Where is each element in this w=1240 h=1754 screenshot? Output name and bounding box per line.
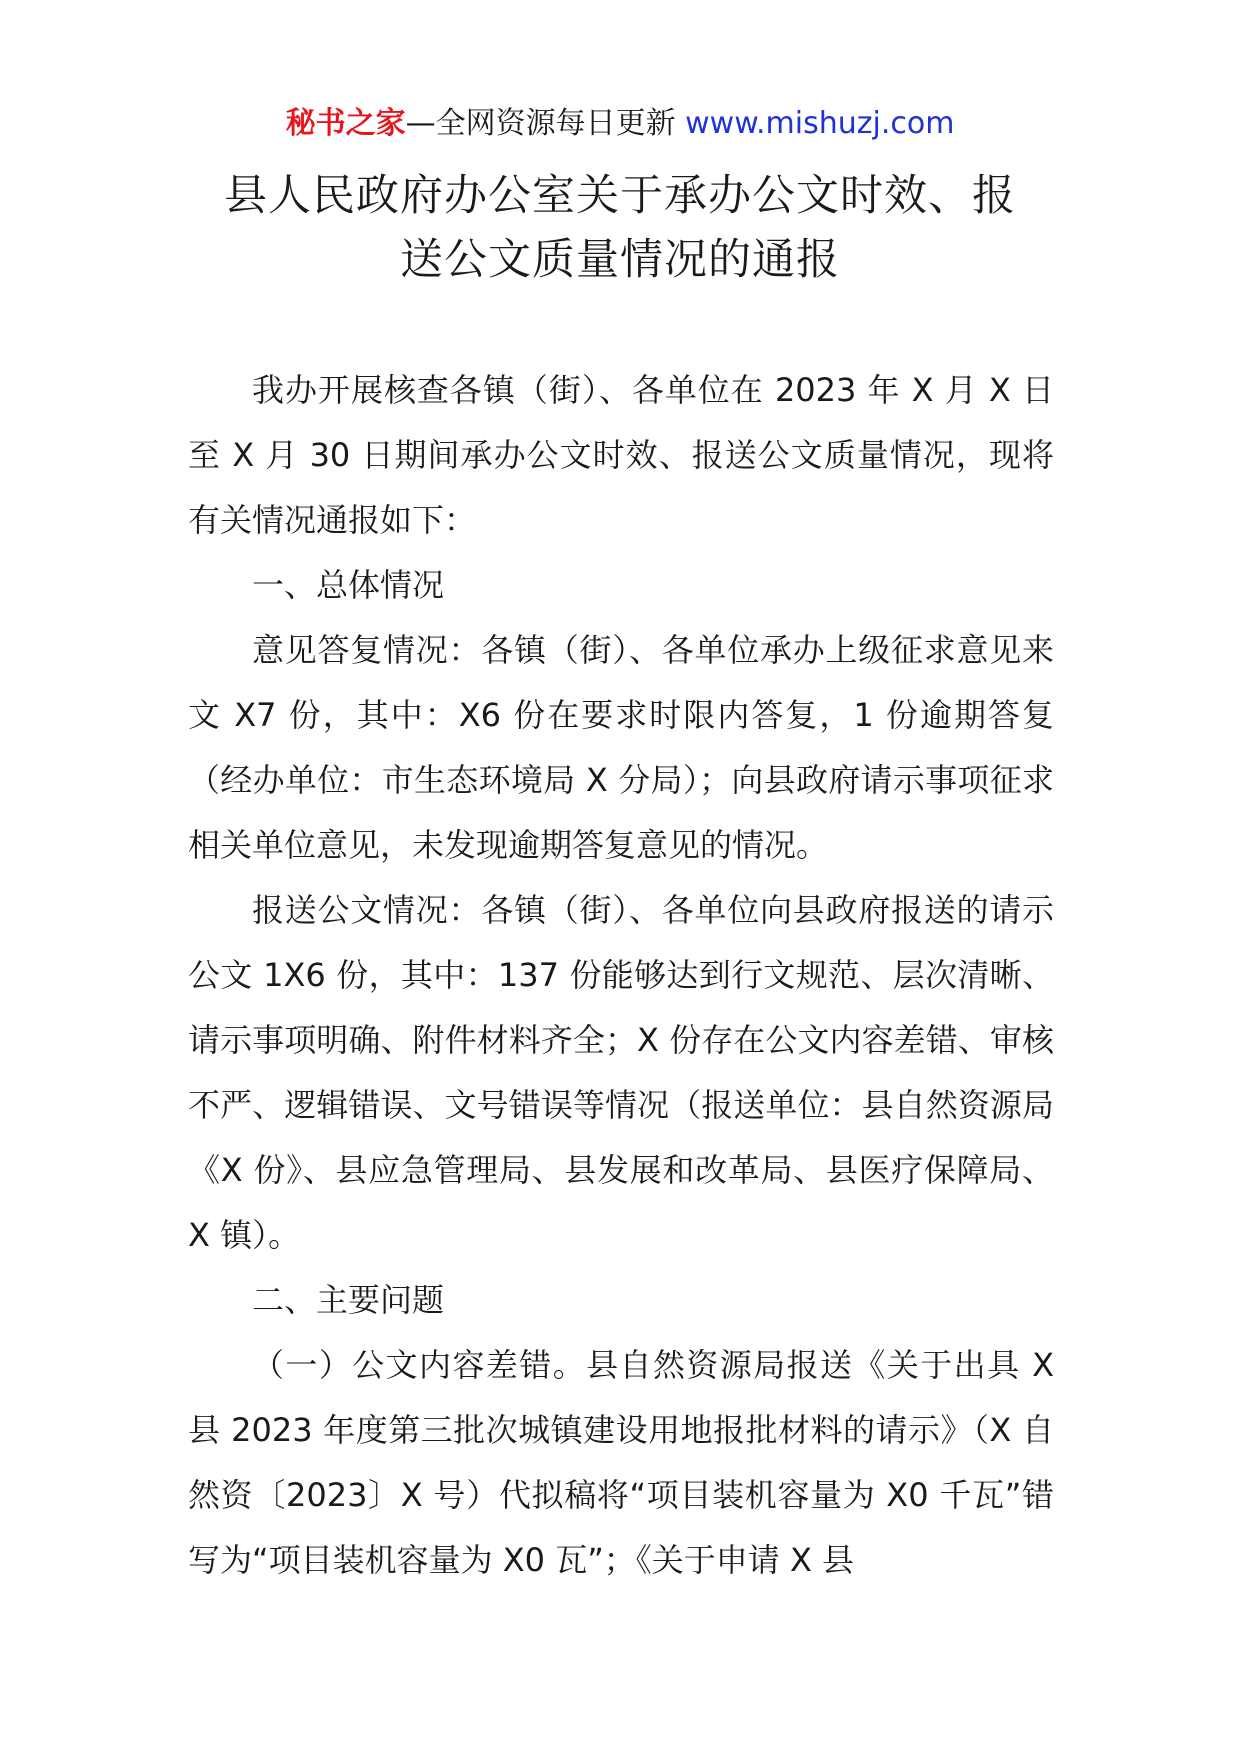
report-document-paragraph: 报送公文情况：各镇（街）、各单位向县政府报送的请示公文 1X6 份，其中：137 份能够达到行文规范、层次清晰、请示事项明确、附件材料齐全；X 份存在公文内容差错、审核不严、逻辑错误、文号错误等情况（报送单位：县自然资源局《X 份》、县应急管理局、县发展和改革局、县医疗保障局、X 镇）。 [188, 891, 1054, 1254]
banner-slogan: —全网资源每日更新 [405, 106, 686, 141]
title-line-1: 县人民政府办公室关于承办公文时效、报 [224, 171, 1016, 221]
document-body [188, 358, 1054, 1593]
title-line-2: 送公文质量情况的通报 [400, 235, 840, 285]
issue-1-paragraph: （一）公文内容差错。县自然资源局报送《关于出具 X 县 2023 年度第三批次城镇建设用地报批材料的请示》（X 自然资〔2023〕X 号）代拟稿将“项目装机容量为 X0 千瓦”错写为“项目装机容量为 X0 瓦”；《关于申请 X 县 [188, 1346, 1054, 1579]
document-title [150, 164, 1090, 292]
banner-brand: 秘书之家 [285, 106, 406, 141]
opinion-reply-paragraph: 意见答复情况：各镇（街）、各单位承办上级征求意见来文 X7 份，其中：X6 份在要求时限内答复，1 份逾期答复（经办单位：市生态环境局 X 分局）；向县政府请示事项征求相关单位意见，未发现逾期答复意见的情况。 [188, 631, 1054, 864]
intro-paragraph: 我办开展核查各镇（街）、各单位在 2023 年 X 月 X 日至 X 月 30 日期间承办公文时效、报送公文质量情况，现将有关情况通报如下： [188, 371, 1054, 539]
section-heading-1: 一、总体情况 [252, 566, 445, 604]
section-heading-2: 二、主要问题 [252, 1281, 445, 1319]
banner-url-link[interactable]: www.mishuzj.com [685, 106, 955, 141]
site-banner [0, 100, 1240, 148]
